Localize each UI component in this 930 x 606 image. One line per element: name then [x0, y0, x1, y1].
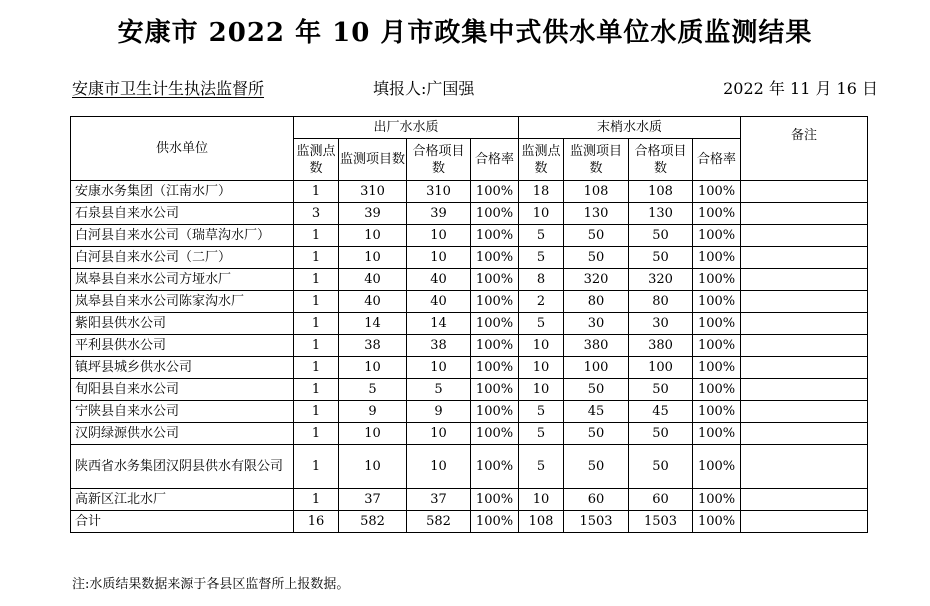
- cell-factory-rate: 100%: [471, 203, 519, 225]
- table-row: [71, 489, 868, 511]
- table-row: [71, 225, 868, 247]
- cell-remarks: [741, 247, 868, 269]
- cell-unit: 岚皋县自来水公司方垭水厂: [71, 269, 294, 291]
- table-row: [71, 401, 868, 423]
- header-tap-items: 监测项目数: [564, 139, 629, 181]
- table-row: [71, 269, 868, 291]
- report-title: 安康市 2022 年 10 月市政集中式供水单位水质监测结果: [117, 18, 813, 48]
- cell-tap-points: 5: [519, 225, 564, 247]
- cell-factory-rate: 100%: [471, 313, 519, 335]
- cell-remarks: [741, 203, 868, 225]
- cell-tap-rate: 100%: [693, 181, 741, 203]
- cell-factory-rate: 100%: [471, 423, 519, 445]
- cell-tap-items: 320: [564, 269, 629, 291]
- cell-factory-rate: 100%: [471, 357, 519, 379]
- cell-tap-rate: 100%: [693, 379, 741, 401]
- cell-tap-qualified: 50: [629, 445, 693, 489]
- cell-unit: 汉阴绿源供水公司: [71, 423, 294, 445]
- cell-tap-qualified: 60: [629, 489, 693, 511]
- cell-factory-items: 10: [339, 357, 407, 379]
- cell-factory-qualified: 10: [407, 357, 471, 379]
- cell-tap-items: 50: [564, 225, 629, 247]
- cell-tap-qualified: 130: [629, 203, 693, 225]
- cell-unit: 白河县自来水公司（二厂）: [71, 247, 294, 269]
- cell-tap-items: 30: [564, 313, 629, 335]
- cell-factory-points: 1: [294, 335, 339, 357]
- cell-tap-rate: 100%: [693, 291, 741, 313]
- cell-tap-points: 2: [519, 291, 564, 313]
- footnote: 注:水质结果数据来源于各县区监督所上报数据。: [72, 577, 350, 592]
- cell-tap-points: 10: [519, 489, 564, 511]
- table-row: [71, 357, 868, 379]
- cell-tap-qualified: 380: [629, 335, 693, 357]
- cell-factory-qualified: 10: [407, 423, 471, 445]
- cell-factory-qualified: 14: [407, 313, 471, 335]
- cell-remarks: [741, 357, 868, 379]
- cell-factory-points: 1: [294, 313, 339, 335]
- cell-factory-rate: 100%: [471, 181, 519, 203]
- cell-remarks: [741, 379, 868, 401]
- cell-tap-rate: 100%: [693, 247, 741, 269]
- cell-factory-items: 310: [339, 181, 407, 203]
- cell-factory-items: 38: [339, 335, 407, 357]
- report-date: 2022 年 11 月 16 日: [723, 79, 878, 98]
- cell-tap-points: 108: [519, 511, 564, 533]
- cell-unit: 石泉县自来水公司: [71, 203, 294, 225]
- cell-factory-qualified: 310: [407, 181, 471, 203]
- cell-factory-points: 1: [294, 181, 339, 203]
- cell-tap-qualified: 30: [629, 313, 693, 335]
- header-tap-points: 监测点数: [519, 139, 564, 181]
- cell-factory-items: 10: [339, 423, 407, 445]
- cell-tap-qualified: 50: [629, 225, 693, 247]
- cell-tap-points: 5: [519, 445, 564, 489]
- table-row: [71, 203, 868, 225]
- cell-factory-points: 1: [294, 269, 339, 291]
- cell-tap-points: 5: [519, 401, 564, 423]
- cell-unit: 平利县供水公司: [71, 335, 294, 357]
- cell-tap-items: 50: [564, 379, 629, 401]
- cell-unit: 合计: [71, 511, 294, 533]
- cell-factory-qualified: 38: [407, 335, 471, 357]
- cell-remarks: [741, 225, 868, 247]
- table-row: [71, 445, 868, 489]
- cell-factory-qualified: 582: [407, 511, 471, 533]
- cell-factory-rate: 100%: [471, 269, 519, 291]
- cell-tap-items: 80: [564, 291, 629, 313]
- cell-unit: 宁陕县自来水公司: [71, 401, 294, 423]
- header-tap-water: 末梢水水质: [519, 117, 741, 139]
- cell-factory-items: 40: [339, 291, 407, 313]
- cell-tap-items: 130: [564, 203, 629, 225]
- cell-tap-rate: 100%: [693, 401, 741, 423]
- table-row: [71, 379, 868, 401]
- cell-tap-qualified: 50: [629, 379, 693, 401]
- cell-remarks: [741, 181, 868, 203]
- header-remarks: 备注: [741, 117, 868, 181]
- cell-factory-points: 1: [294, 225, 339, 247]
- cell-factory-qualified: 10: [407, 445, 471, 489]
- cell-factory-points: 3: [294, 203, 339, 225]
- cell-factory-rate: 100%: [471, 489, 519, 511]
- cell-tap-items: 50: [564, 423, 629, 445]
- cell-factory-points: 1: [294, 247, 339, 269]
- cell-remarks: [741, 401, 868, 423]
- cell-remarks: [741, 511, 868, 533]
- header-factory-water: 出厂水水质: [294, 117, 519, 139]
- cell-factory-points: 1: [294, 357, 339, 379]
- table-row: [71, 335, 868, 357]
- cell-tap-items: 45: [564, 401, 629, 423]
- cell-factory-items: 10: [339, 247, 407, 269]
- cell-tap-qualified: 80: [629, 291, 693, 313]
- cell-unit: 高新区江北水厂: [71, 489, 294, 511]
- cell-tap-rate: 100%: [693, 489, 741, 511]
- cell-factory-qualified: 39: [407, 203, 471, 225]
- cell-factory-items: 5: [339, 379, 407, 401]
- cell-factory-qualified: 40: [407, 269, 471, 291]
- cell-tap-qualified: 50: [629, 247, 693, 269]
- cell-remarks: [741, 335, 868, 357]
- cell-factory-items: 39: [339, 203, 407, 225]
- cell-tap-points: 10: [519, 335, 564, 357]
- cell-unit: 陕西省水务集团汉阴县供水有限公司: [71, 445, 294, 489]
- cell-factory-rate: 100%: [471, 335, 519, 357]
- cell-factory-rate: 100%: [471, 511, 519, 533]
- cell-tap-rate: 100%: [693, 357, 741, 379]
- cell-tap-items: 100: [564, 357, 629, 379]
- cell-factory-rate: 100%: [471, 445, 519, 489]
- table-row: [71, 423, 868, 445]
- cell-factory-items: 40: [339, 269, 407, 291]
- cell-tap-points: 8: [519, 269, 564, 291]
- header-factory-points: 监测点数: [294, 139, 339, 181]
- table-row: [71, 181, 868, 203]
- cell-factory-items: 37: [339, 489, 407, 511]
- cell-tap-rate: 100%: [693, 511, 741, 533]
- cell-factory-items: 10: [339, 445, 407, 489]
- cell-tap-qualified: 45: [629, 401, 693, 423]
- cell-tap-rate: 100%: [693, 335, 741, 357]
- cell-factory-points: 1: [294, 489, 339, 511]
- cell-tap-qualified: 108: [629, 181, 693, 203]
- cell-tap-points: 10: [519, 203, 564, 225]
- cell-tap-items: 380: [564, 335, 629, 357]
- header-tap-qualified: 合格项目数: [629, 139, 693, 181]
- cell-factory-rate: 100%: [471, 379, 519, 401]
- header-factory-rate: 合格率: [471, 139, 519, 181]
- cell-tap-qualified: 50: [629, 423, 693, 445]
- cell-factory-items: 9: [339, 401, 407, 423]
- cell-tap-qualified: 100: [629, 357, 693, 379]
- cell-factory-points: 1: [294, 291, 339, 313]
- cell-remarks: [741, 423, 868, 445]
- cell-factory-points: 1: [294, 401, 339, 423]
- cell-factory-qualified: 10: [407, 247, 471, 269]
- cell-tap-items: 1503: [564, 511, 629, 533]
- cell-factory-rate: 100%: [471, 291, 519, 313]
- cell-tap-rate: 100%: [693, 225, 741, 247]
- cell-factory-items: 10: [339, 225, 407, 247]
- cell-factory-qualified: 9: [407, 401, 471, 423]
- total-row: [71, 511, 868, 533]
- table-row: [71, 247, 868, 269]
- header-factory-items: 监测项目数: [339, 139, 407, 181]
- cell-tap-items: 60: [564, 489, 629, 511]
- cell-remarks: [741, 489, 868, 511]
- cell-unit: 岚皋县自来水公司陈家沟水厂: [71, 291, 294, 313]
- cell-remarks: [741, 291, 868, 313]
- cell-tap-items: 50: [564, 247, 629, 269]
- table-row: [71, 291, 868, 313]
- cell-remarks: [741, 445, 868, 489]
- cell-unit: 白河县自来水公司（瑞草沟水厂）: [71, 225, 294, 247]
- cell-tap-rate: 100%: [693, 313, 741, 335]
- cell-factory-points: 1: [294, 445, 339, 489]
- cell-tap-rate: 100%: [693, 269, 741, 291]
- cell-tap-qualified: 320: [629, 269, 693, 291]
- cell-factory-rate: 100%: [471, 401, 519, 423]
- reporting-org: 安康市卫生计生执法监督所: [72, 79, 265, 98]
- cell-tap-points: 5: [519, 423, 564, 445]
- header-tap-rate: 合格率: [693, 139, 741, 181]
- cell-unit: 紫阳县供水公司: [71, 313, 294, 335]
- filler-name: 填报人:广国强: [373, 79, 475, 98]
- cell-factory-qualified: 40: [407, 291, 471, 313]
- cell-remarks: [741, 313, 868, 335]
- cell-tap-items: 108: [564, 181, 629, 203]
- cell-tap-points: 18: [519, 181, 564, 203]
- cell-tap-rate: 100%: [693, 203, 741, 225]
- cell-unit: 旬阳县自来水公司: [71, 379, 294, 401]
- cell-factory-qualified: 5: [407, 379, 471, 401]
- cell-tap-points: 5: [519, 247, 564, 269]
- water-quality-table: [70, 116, 868, 533]
- header-unit: 供水单位: [71, 117, 294, 181]
- cell-factory-points: 1: [294, 423, 339, 445]
- cell-remarks: [741, 269, 868, 291]
- cell-tap-points: 10: [519, 357, 564, 379]
- cell-unit: 镇坪县城乡供水公司: [71, 357, 294, 379]
- cell-factory-items: 14: [339, 313, 407, 335]
- cell-tap-qualified: 1503: [629, 511, 693, 533]
- table-row: [71, 313, 868, 335]
- cell-factory-rate: 100%: [471, 247, 519, 269]
- cell-unit: 安康水务集团（江南水厂）: [71, 181, 294, 203]
- cell-factory-points: 1: [294, 379, 339, 401]
- cell-tap-points: 10: [519, 379, 564, 401]
- cell-factory-qualified: 10: [407, 225, 471, 247]
- cell-factory-points: 16: [294, 511, 339, 533]
- cell-tap-rate: 100%: [693, 423, 741, 445]
- cell-factory-qualified: 37: [407, 489, 471, 511]
- cell-tap-items: 50: [564, 445, 629, 489]
- cell-factory-rate: 100%: [471, 225, 519, 247]
- cell-tap-points: 5: [519, 313, 564, 335]
- header-factory-qualified: 合格项目数: [407, 139, 471, 181]
- cell-tap-rate: 100%: [693, 445, 741, 489]
- cell-factory-items: 582: [339, 511, 407, 533]
